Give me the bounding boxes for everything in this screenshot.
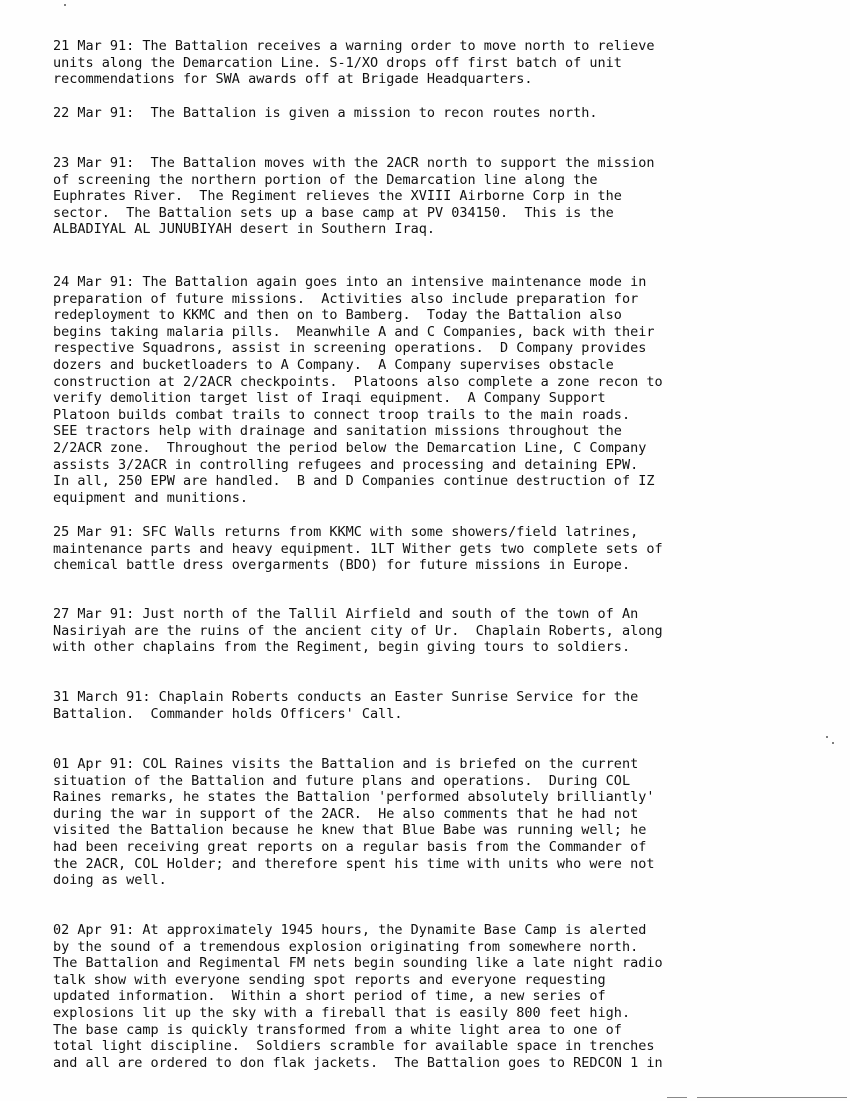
log-entry-23-mar: 23 Mar 91: The Battalion moves with the 2ACR north to support the mission of screening the northern portion of the Demarcation line along the Euphrates River. The Regiment relieves the XVIII Airborne Corp in the sector. The Battalion sets up a base camp at PV 034150. This is the ALBADIYAL AL JUNUBIYAH desert in Southern Iraq. [53, 155, 655, 238]
log-entry-27-mar: 27 Mar 91: Just north of the Tallil Airfield and south of the town of An Nasiriyah are the ruins of the ancient city of Ur. Chaplain Roberts, along with other chaplains from the Regiment, begin giving tours to soldiers. [53, 606, 663, 656]
bottom-rule [667, 1097, 687, 1098]
scan-speck [64, 4, 66, 6]
scan-speck [832, 742, 834, 744]
log-entry-22-mar: 22 Mar 91: The Battalion is given a mission to recon routes north. [53, 105, 598, 121]
log-entry-01-apr: 01 Apr 91: COL Raines visits the Battalion and is briefed on the current situation of the Battalion and future plans and operations. During COL Raines remarks, he states the Battalion 'performed absolutely brilliantly' during the war in support of the 2ACR. He also comments that he had not visited the Battalion because he knew that Blue Babe was running well; he had been receiving great reports on a regular basis from the Commander of the 2ACR, COL Holder; and therefore spent his time with units who were not doing as well. [53, 756, 655, 889]
log-entry-31-mar: 31 March 91: Chaplain Roberts conducts an Easter Sunrise Service for the Battalion. Commander holds Officers' Call. [53, 689, 639, 722]
log-entry-25-mar: 25 Mar 91: SFC Walls returns from KKMC with some showers/field latrines, maintenance parts and heavy equipment. 1LT Wither gets two complete sets of chemical battle dress overgarments (BDO) for future missions in Europe. [53, 524, 663, 574]
scan-speck [826, 736, 828, 738]
log-entry-24-mar: 24 Mar 91: The Battalion again goes into an intensive maintenance mode in preparation of future missions. Activities also include preparation for redeployment to KKMC and then on to Bamberg. Today the Battalion also begins taking malaria pills. Meanwhile A and C Companies, back with their respective Squadrons, assist in screening operations. D Company provides dozers and bucketloaders to A Company. A Company supervises obstacle construction at 2/2ACR checkpoints. Platoons also complete a zone recon to verify demolition target list of Iraqi equipment. A Company Support Platoon builds combat trails to connect troop trails to the main roads. SEE tractors help with drainage and sanitation missions throughout the 2/2ACR zone. Throughout the period below the Demarcation Line, C Company assists 3/2ACR in controlling refugees and processing and detaining EPW. In all, 250 EPW are handled. B and D Companies continue destruction of IZ equipment and munitions. [53, 274, 663, 506]
log-entry-21-mar: 21 Mar 91: The Battalion receives a warning order to move north to relieve units along the Demarcation Line. S-1/XO drops off first batch of unit recommendations for SWA awards off at Brigade Headquarters. [53, 38, 655, 88]
log-entry-02-apr: 02 Apr 91: At approximately 1945 hours, the Dynamite Base Camp is alerted by the sound of a tremendous explosion originating from somewhere north. The Battalion and Regimental FM nets begin sounding like a late night radio talk show with everyone sending spot reports and everyone requesting updated information. Within a short period of time, a new series of explosions lit up the sky with a fireball that is easily 800 feet high. The base camp is quickly transformed from a white light area to one of total light discipline. Soldiers scramble for available space in trenches and all are ordered to don flak jackets. The Battalion goes to REDCON 1 in [53, 922, 663, 1071]
bottom-rule [697, 1097, 847, 1098]
